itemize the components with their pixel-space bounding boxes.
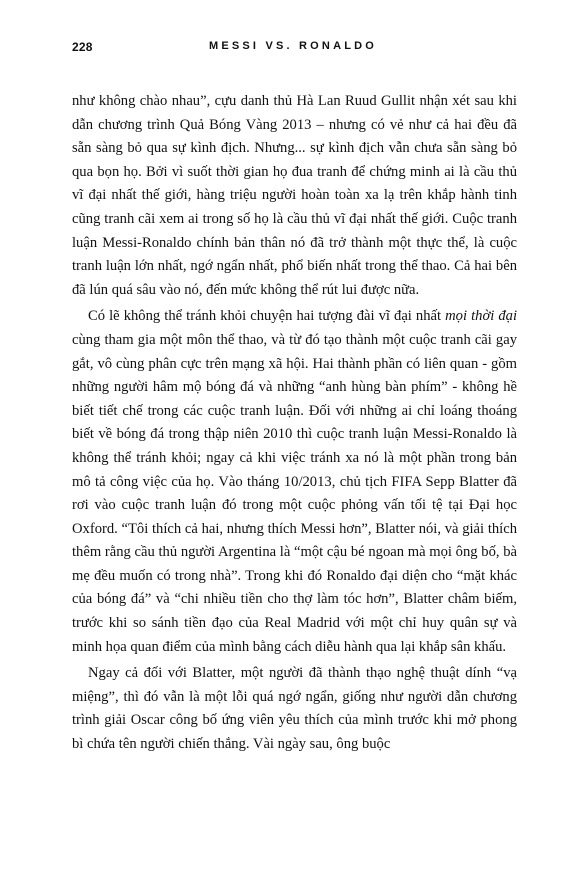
page-header [72,40,514,56]
paragraph-2-rest: cùng tham gia một môn thể thao, và từ đó tạo thành một cuộc tranh cãi gay gắt, vô cùng phân cực trên mạng xã hội. Hai thành phần có liên quan - gồm những người hâm mộ bóng đá và những “anh hùng bàn phím” - không hề biết tiết chế trong các cuộc tranh luận. Đối với những ai chỉ loáng thoáng biết về bóng đá trong thập niên 2010 thì cuộc tranh luận Messi-Ronaldo là không thể tránh khỏi; ngay cả khi việc tránh xa nó là một phần trong bản mô tả công việc của họ. Vào tháng 10/2013, chủ tịch FIFA Sepp Blatter đã rơi vào cuộc tranh luận đó trong một cuộc phỏng vấn tối tệ tại Đại học Oxford. “Tôi thích cả hai, nhưng thích Messi hơn”, Blatter nói, và giải thích thêm rằng cầu thủ người Argentina là “một cậu bé ngoan mà mọi ông bố, bà mẹ đều muốn có trong nhà”. Trong khi đó Ronaldo đại diện cho “mặt khác của bóng đá” và “chi nhiều tiền cho thợ làm tóc hơn”, Blatter châm biếm, trước khi so sánh tiền đạo của Real Madrid với một chỉ huy quân sự và minh họa quan điểm của mình bằng cách diễu hành qua lại khắp sân khấu. [72,331,517,655]
paragraph-2-start: Có lẽ không thể tránh khỏi chuyện hai tượng đài vĩ đại nhất [88,308,446,325]
paragraph-2-emphasis: mọi thời đại [445,308,518,325]
running-title: MESSI VS. RONALDO [208,40,378,52]
paragraph-1: như không chào nhau”, cựu danh thủ Hà Lan Ruud Gullit nhận xét sau khi dẫn chương trình Quả Bóng Vàng 2013 – nhưng có vẻ như cả hai đều đã sẵn sàng bỏ qua sự kình địch. Nhưng... sự kình địch vẫn chưa sẵn sàng bỏ qua bọn họ. Bởi vì suốt thời gian họ đua tranh để chứng minh ai là cầu thủ vĩ đại nhất thế giới, hàng triệu người hoàn toàn xa lạ trên khắp hành tinh cũng tranh cãi xem ai trong số họ là cầu thủ vĩ đại nhất thế giới. Cuộc tranh luận Messi-Ronaldo chính bản thân nó đã trở thành một thực thể, là cuộc tranh luận lớn nhất, ngớ ngẩn nhất, phổ biến nhất trong thể thao. Cả hai bên đã lún quá sâu vào nó, đến mức không thể rút lui được nữa. [72,93,517,298]
paragraph-2 [72,305,517,659]
paragraph-3: Ngay cả đối với Blatter, một người đã thành thạo nghệ thuật dính “vạ miệng”, thì đó vẫn là một lỗi quá ngớ ngẩn, giống như người dẫn chương trình giải Oscar công bố ứng viên yêu thích của mình trước khi mở phong bì chứa tên người chiến thắng. Vài ngày sau, ông buộc [72,665,517,753]
body-text [72,90,517,757]
page-number: 228 [72,40,93,54]
